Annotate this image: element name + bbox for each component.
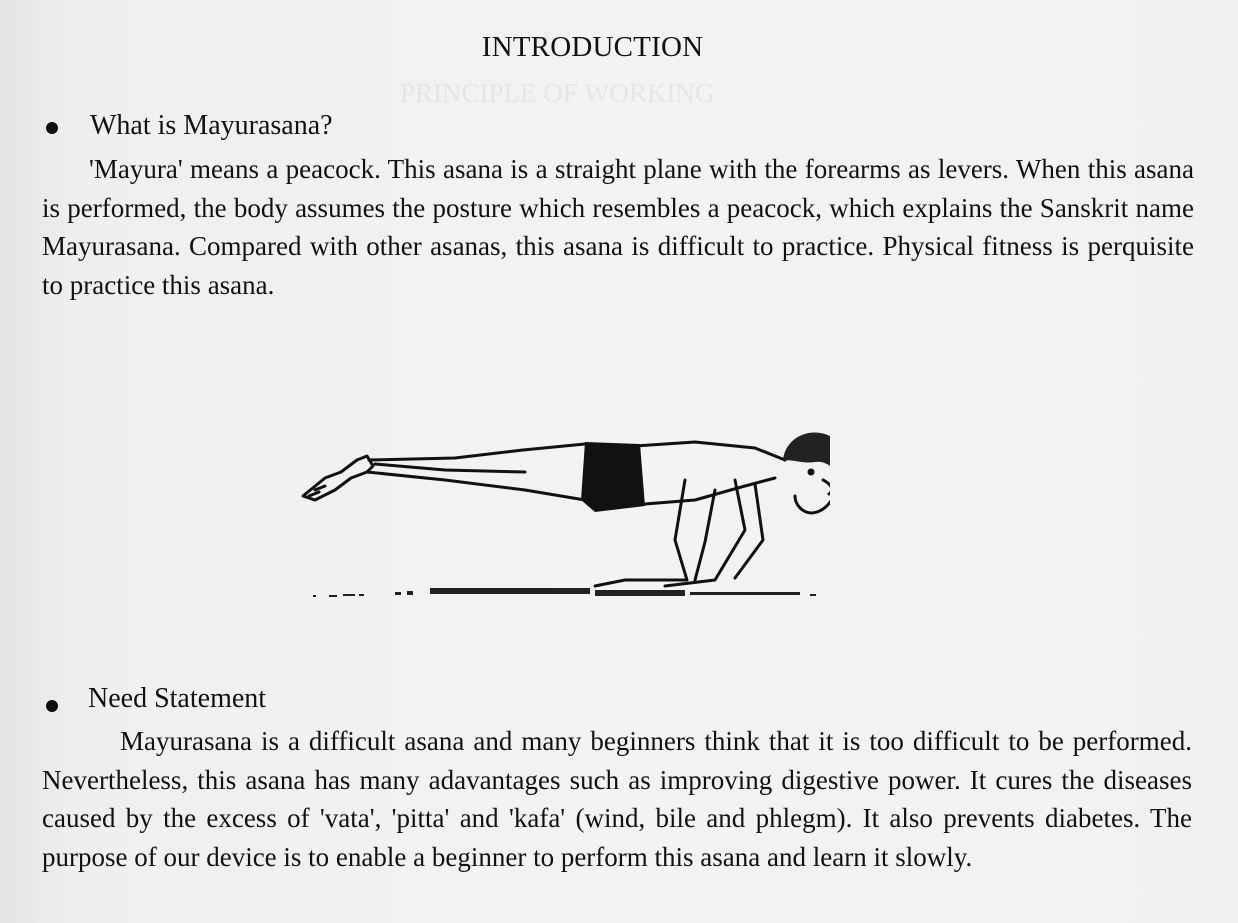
- bleed-through-text: PRINCIPLE OF WORKING: [400, 78, 715, 108]
- bullet-icon: [46, 122, 58, 134]
- bullet-icon: [46, 700, 58, 712]
- mayurasana-illustration: [295, 420, 830, 605]
- section-heading: What is Mayurasana?: [90, 110, 333, 141]
- section-body: Mayurasana is a difficult asana and many beginners think that it is too difficult to be performed. Nevertheless, this asana has many adavantages such as improving digestive power. It cures the diseases caused by the excess of 'vata', 'pitta' and 'kafa' (wind, bile and phlegm). It also prevents diabetes. The purpose of our device is to enable a beginner to perform this asana and learn it slowly.: [42, 726, 1192, 872]
- section-body: 'Mayura' means a peacock. This asana is a straight plane with the forearms as levers. When this asana is performed, the body assumes the posture which resembles a peacock, which explains the Sanskrit name Mayurasana. Compared with other asanas, this asana is difficult to practice. Physical fitness is perquisite to practice this asana.: [42, 154, 1194, 300]
- page-title: INTRODUCTION: [481, 31, 704, 63]
- section-heading: Need Statement: [88, 683, 267, 714]
